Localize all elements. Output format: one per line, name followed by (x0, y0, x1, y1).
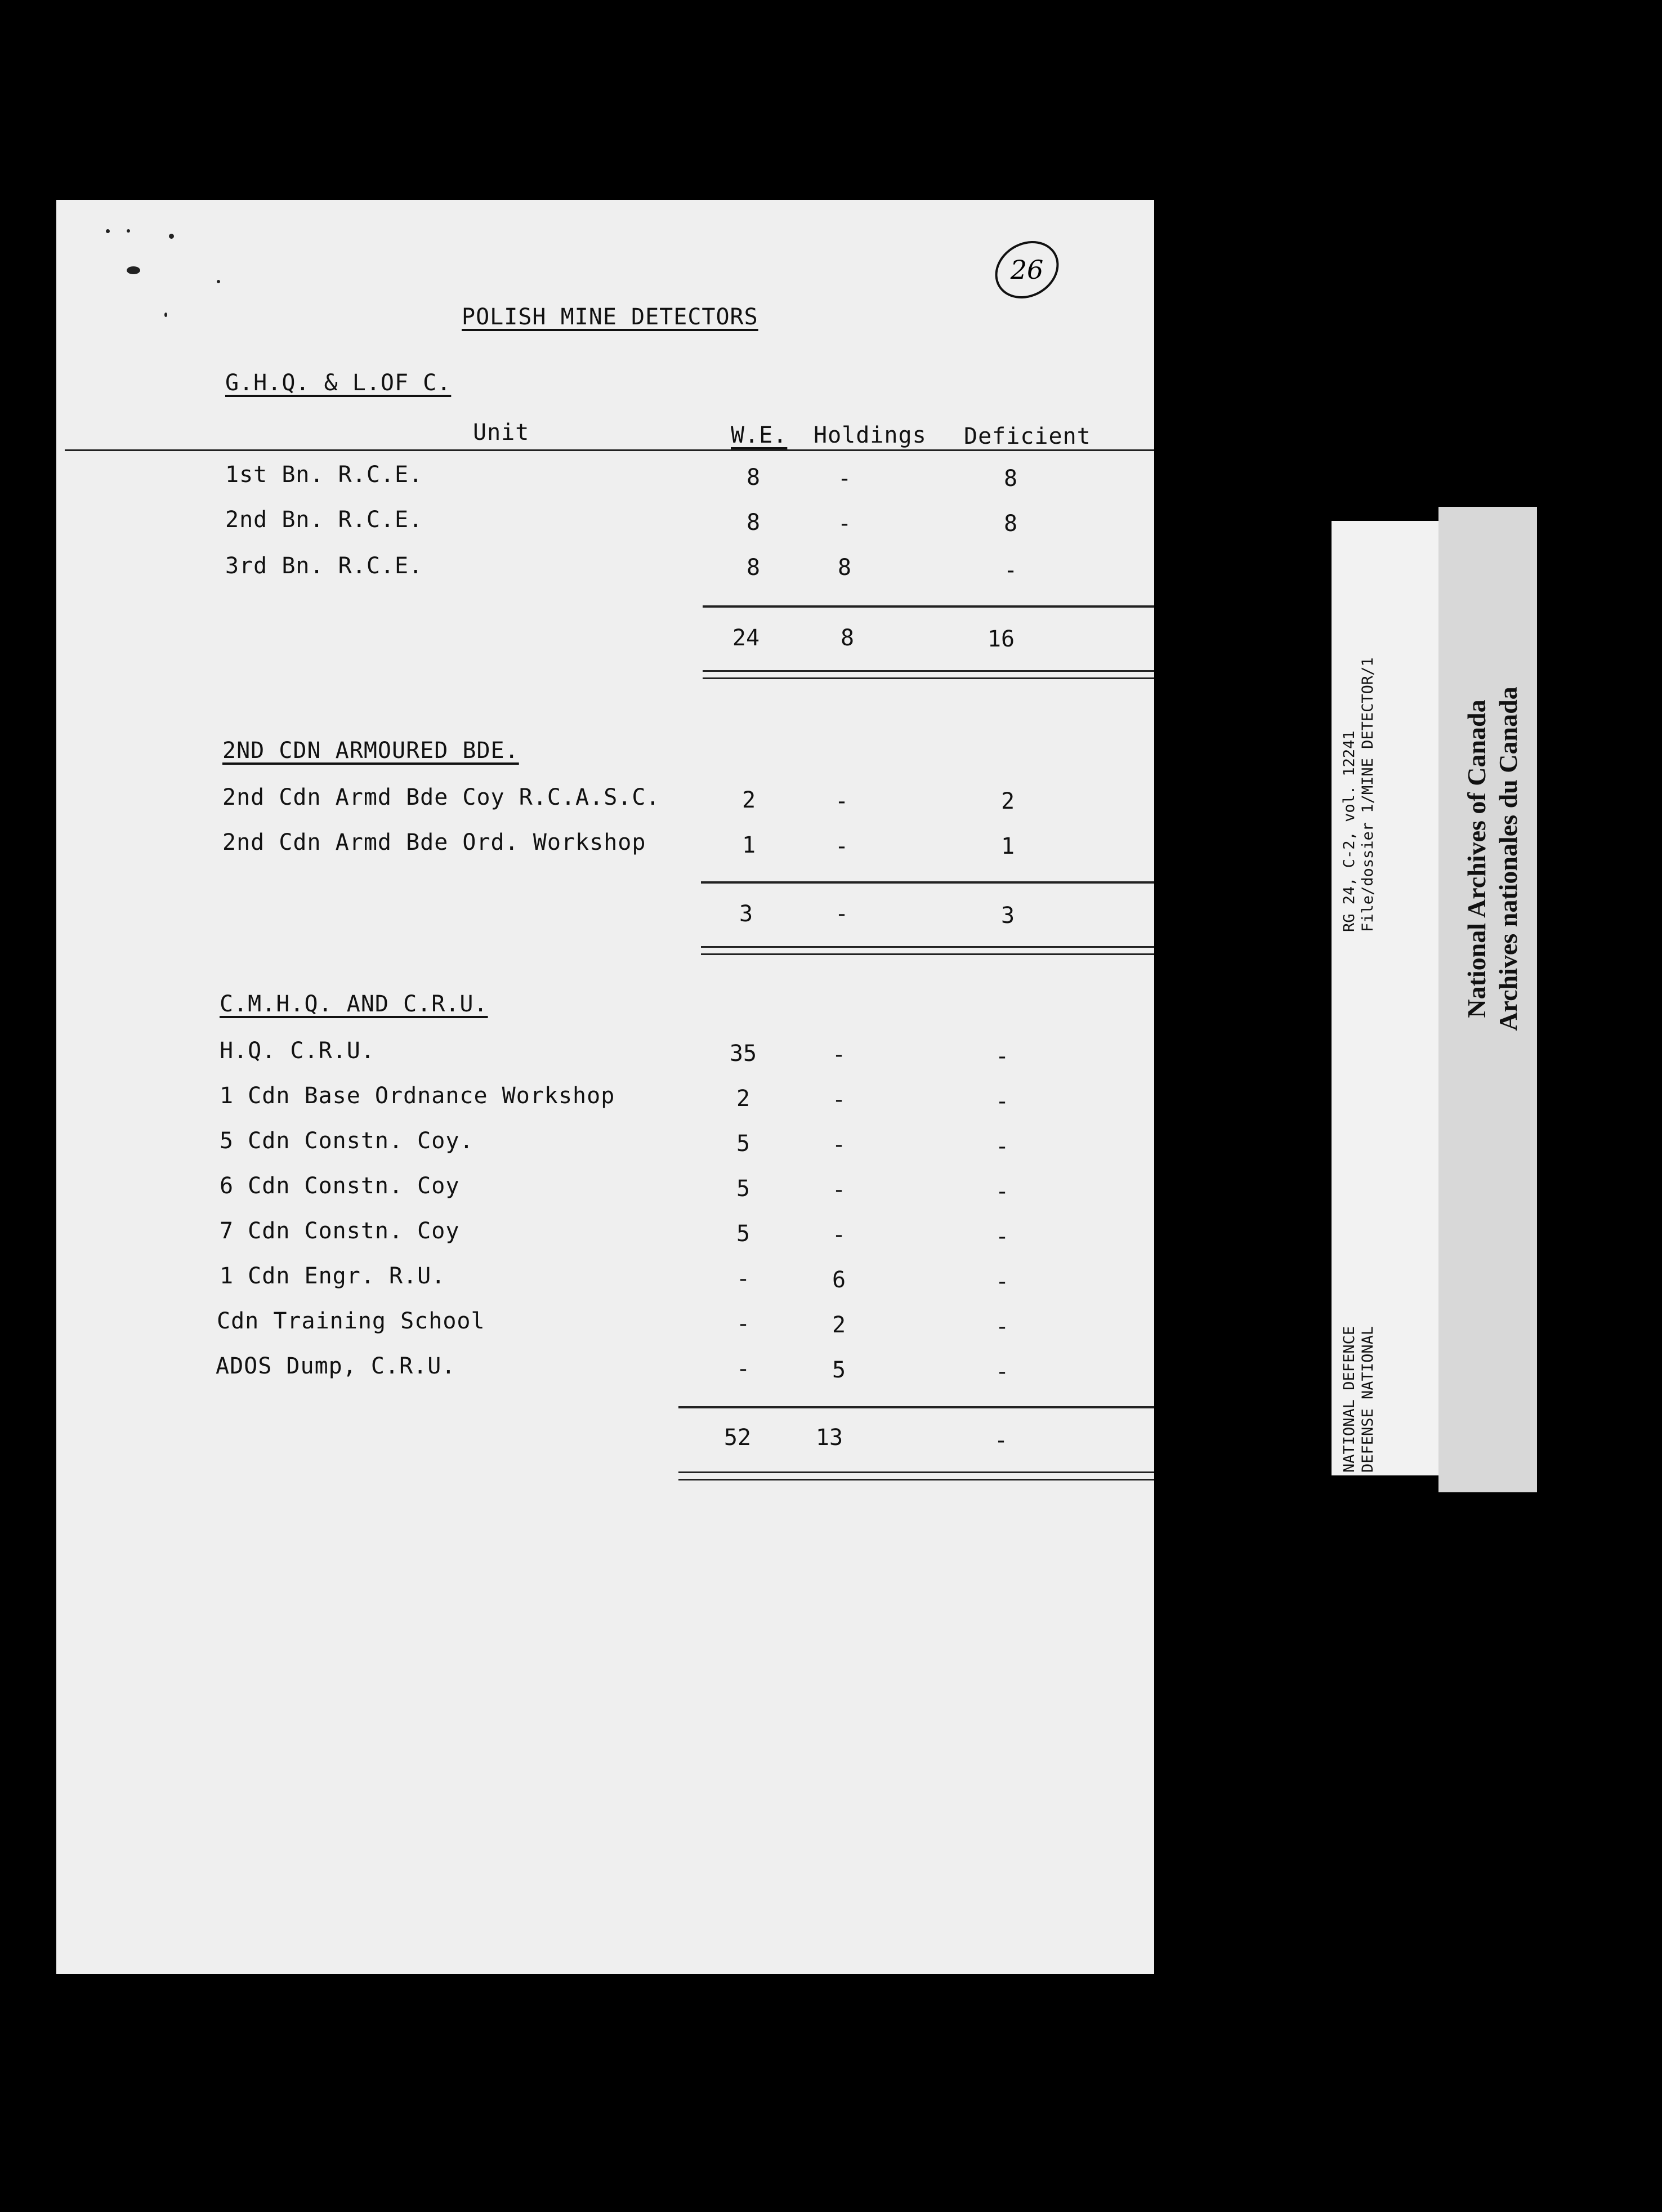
section-heading-armoured: 2ND CDN ARMOURED BDE. (222, 738, 519, 764)
table-cell-holdings: 6 (832, 1267, 846, 1293)
section-heading-cmhq: C.M.H.Q. AND C.R.U. (220, 991, 488, 1017)
table-cell-holdings: 8 (837, 555, 852, 581)
table-row-unit: Cdn Training School (217, 1308, 485, 1334)
table-cell-we: 5 (736, 1131, 750, 1157)
table-cell-deficient: - (995, 1043, 1009, 1069)
table-row-unit: ADOS Dump, C.R.U. (216, 1353, 456, 1379)
table-cell-deficient: - (995, 1089, 1009, 1114)
table-row-unit: 2nd Cdn Armd Bde Coy R.C.A.S.C. (222, 784, 660, 810)
folio-number-circle (985, 230, 1069, 310)
table-cell-we: - (736, 1266, 750, 1292)
table-cell-deficient: - (995, 1224, 1009, 1250)
ink-speck (169, 234, 174, 239)
ink-speck (106, 229, 110, 233)
archives-name-fr: Archives nationales du Canada (1494, 686, 1522, 1031)
table-cell-we: 1 (741, 832, 756, 858)
department-label (1340, 1326, 1377, 1473)
table-cell-holdings: - (832, 1222, 846, 1248)
table-cell-holdings: - (832, 1177, 846, 1203)
table-cell-we: 2 (741, 787, 756, 813)
table-cell-deficient: - (995, 1359, 1009, 1385)
archive-reference-label (1332, 521, 1444, 1475)
table-row-unit: 1 Cdn Engr. R.U. (220, 1263, 446, 1289)
table-cell-deficient: - (995, 1269, 1009, 1295)
department-en: NATIONAL DEFENCE (1341, 1326, 1358, 1473)
table-cell-we: 8 (746, 510, 761, 536)
total-deficient: 3 (1000, 903, 1015, 929)
total-holdings: 13 (815, 1425, 843, 1451)
archives-name (1461, 521, 1524, 1197)
folio-number: 26 (1010, 255, 1044, 285)
table-cell-holdings: - (834, 788, 849, 814)
archives-name-en: National Archives of Canada (1462, 699, 1491, 1018)
ink-speck (164, 313, 167, 317)
table-cell-holdings: 5 (832, 1357, 846, 1383)
total-we: 24 (732, 625, 760, 651)
table-cell-holdings: - (837, 466, 852, 492)
file-dossier-reference: File/dossier 1/MINE DETECTOR/1 (1359, 657, 1377, 932)
header-rule (65, 449, 1154, 451)
table-row-unit: H.Q. C.R.U. (220, 1038, 375, 1064)
total-we: 52 (723, 1425, 752, 1451)
section-heading-ghq: G.H.Q. & L.OF C. (225, 370, 452, 396)
subtotal-rule (678, 1406, 1154, 1408)
total-holdings: - (834, 901, 849, 927)
reference-label (1340, 657, 1377, 932)
subtotal-rule (703, 605, 1154, 608)
column-header-we: W.E. (731, 422, 788, 448)
document-title: POLISH MINE DETECTORS (462, 304, 758, 330)
table-cell-deficient: - (995, 1314, 1009, 1340)
column-header-deficient: Deficient (964, 423, 1091, 449)
total-double-rule (678, 1471, 1154, 1480)
ink-speck (127, 266, 140, 274)
table-cell-holdings: - (832, 1042, 846, 1068)
table-cell-deficient: - (1003, 558, 1018, 583)
total-we: 3 (739, 901, 753, 927)
table-cell-holdings: - (832, 1087, 846, 1113)
total-double-rule (703, 670, 1154, 679)
table-cell-we: - (736, 1356, 750, 1382)
table-row-unit: 1st Bn. R.C.E. (225, 462, 423, 488)
table-cell-deficient: 2 (1000, 788, 1015, 814)
ink-speck (217, 280, 220, 283)
table-cell-deficient: - (995, 1179, 1009, 1205)
table-cell-holdings: - (832, 1132, 846, 1158)
table-cell-we: - (736, 1311, 750, 1337)
ink-speck (127, 229, 130, 233)
table-row-unit: 2nd Cdn Armd Bde Ord. Workshop (222, 830, 646, 855)
record-group-reference: RG 24, C-2, vol. 12241 (1341, 730, 1358, 932)
table-row-unit: 1 Cdn Base Ordnance Workshop (220, 1083, 615, 1109)
table-cell-we: 2 (736, 1086, 750, 1112)
table-row-unit: 5 Cdn Constn. Coy. (220, 1128, 474, 1154)
table-cell-deficient: 8 (1003, 466, 1018, 492)
table-cell-deficient: 8 (1003, 511, 1018, 537)
table-cell-holdings: 2 (832, 1312, 846, 1338)
table-cell-we: 8 (746, 465, 761, 490)
table-cell-we: 8 (746, 555, 761, 581)
total-deficient: 16 (987, 626, 1015, 652)
total-double-rule (701, 946, 1154, 955)
table-cell-we: 5 (736, 1176, 750, 1202)
subtotal-rule (701, 881, 1154, 884)
column-header-unit: Unit (473, 420, 530, 445)
table-cell-deficient: 1 (1000, 833, 1015, 859)
document-page (56, 200, 1154, 1974)
total-deficient: - (994, 1428, 1008, 1453)
table-row-unit: 2nd Bn. R.C.E. (225, 507, 423, 533)
table-cell-we: 5 (736, 1221, 750, 1247)
archives-name-label (1438, 507, 1537, 1492)
table-cell-holdings: - (837, 511, 852, 537)
table-cell-holdings: - (834, 833, 849, 859)
column-header-holdings: Holdings (814, 422, 927, 448)
table-cell-we: 35 (729, 1041, 757, 1067)
table-row-unit: 7 Cdn Constn. Coy (220, 1218, 460, 1244)
table-row-unit: 6 Cdn Constn. Coy (220, 1173, 460, 1199)
table-cell-deficient: - (995, 1134, 1009, 1159)
department-fr: DEFENSE NATIONAL (1359, 1326, 1377, 1473)
table-row-unit: 3rd Bn. R.C.E. (225, 553, 423, 579)
total-holdings: 8 (840, 625, 855, 651)
